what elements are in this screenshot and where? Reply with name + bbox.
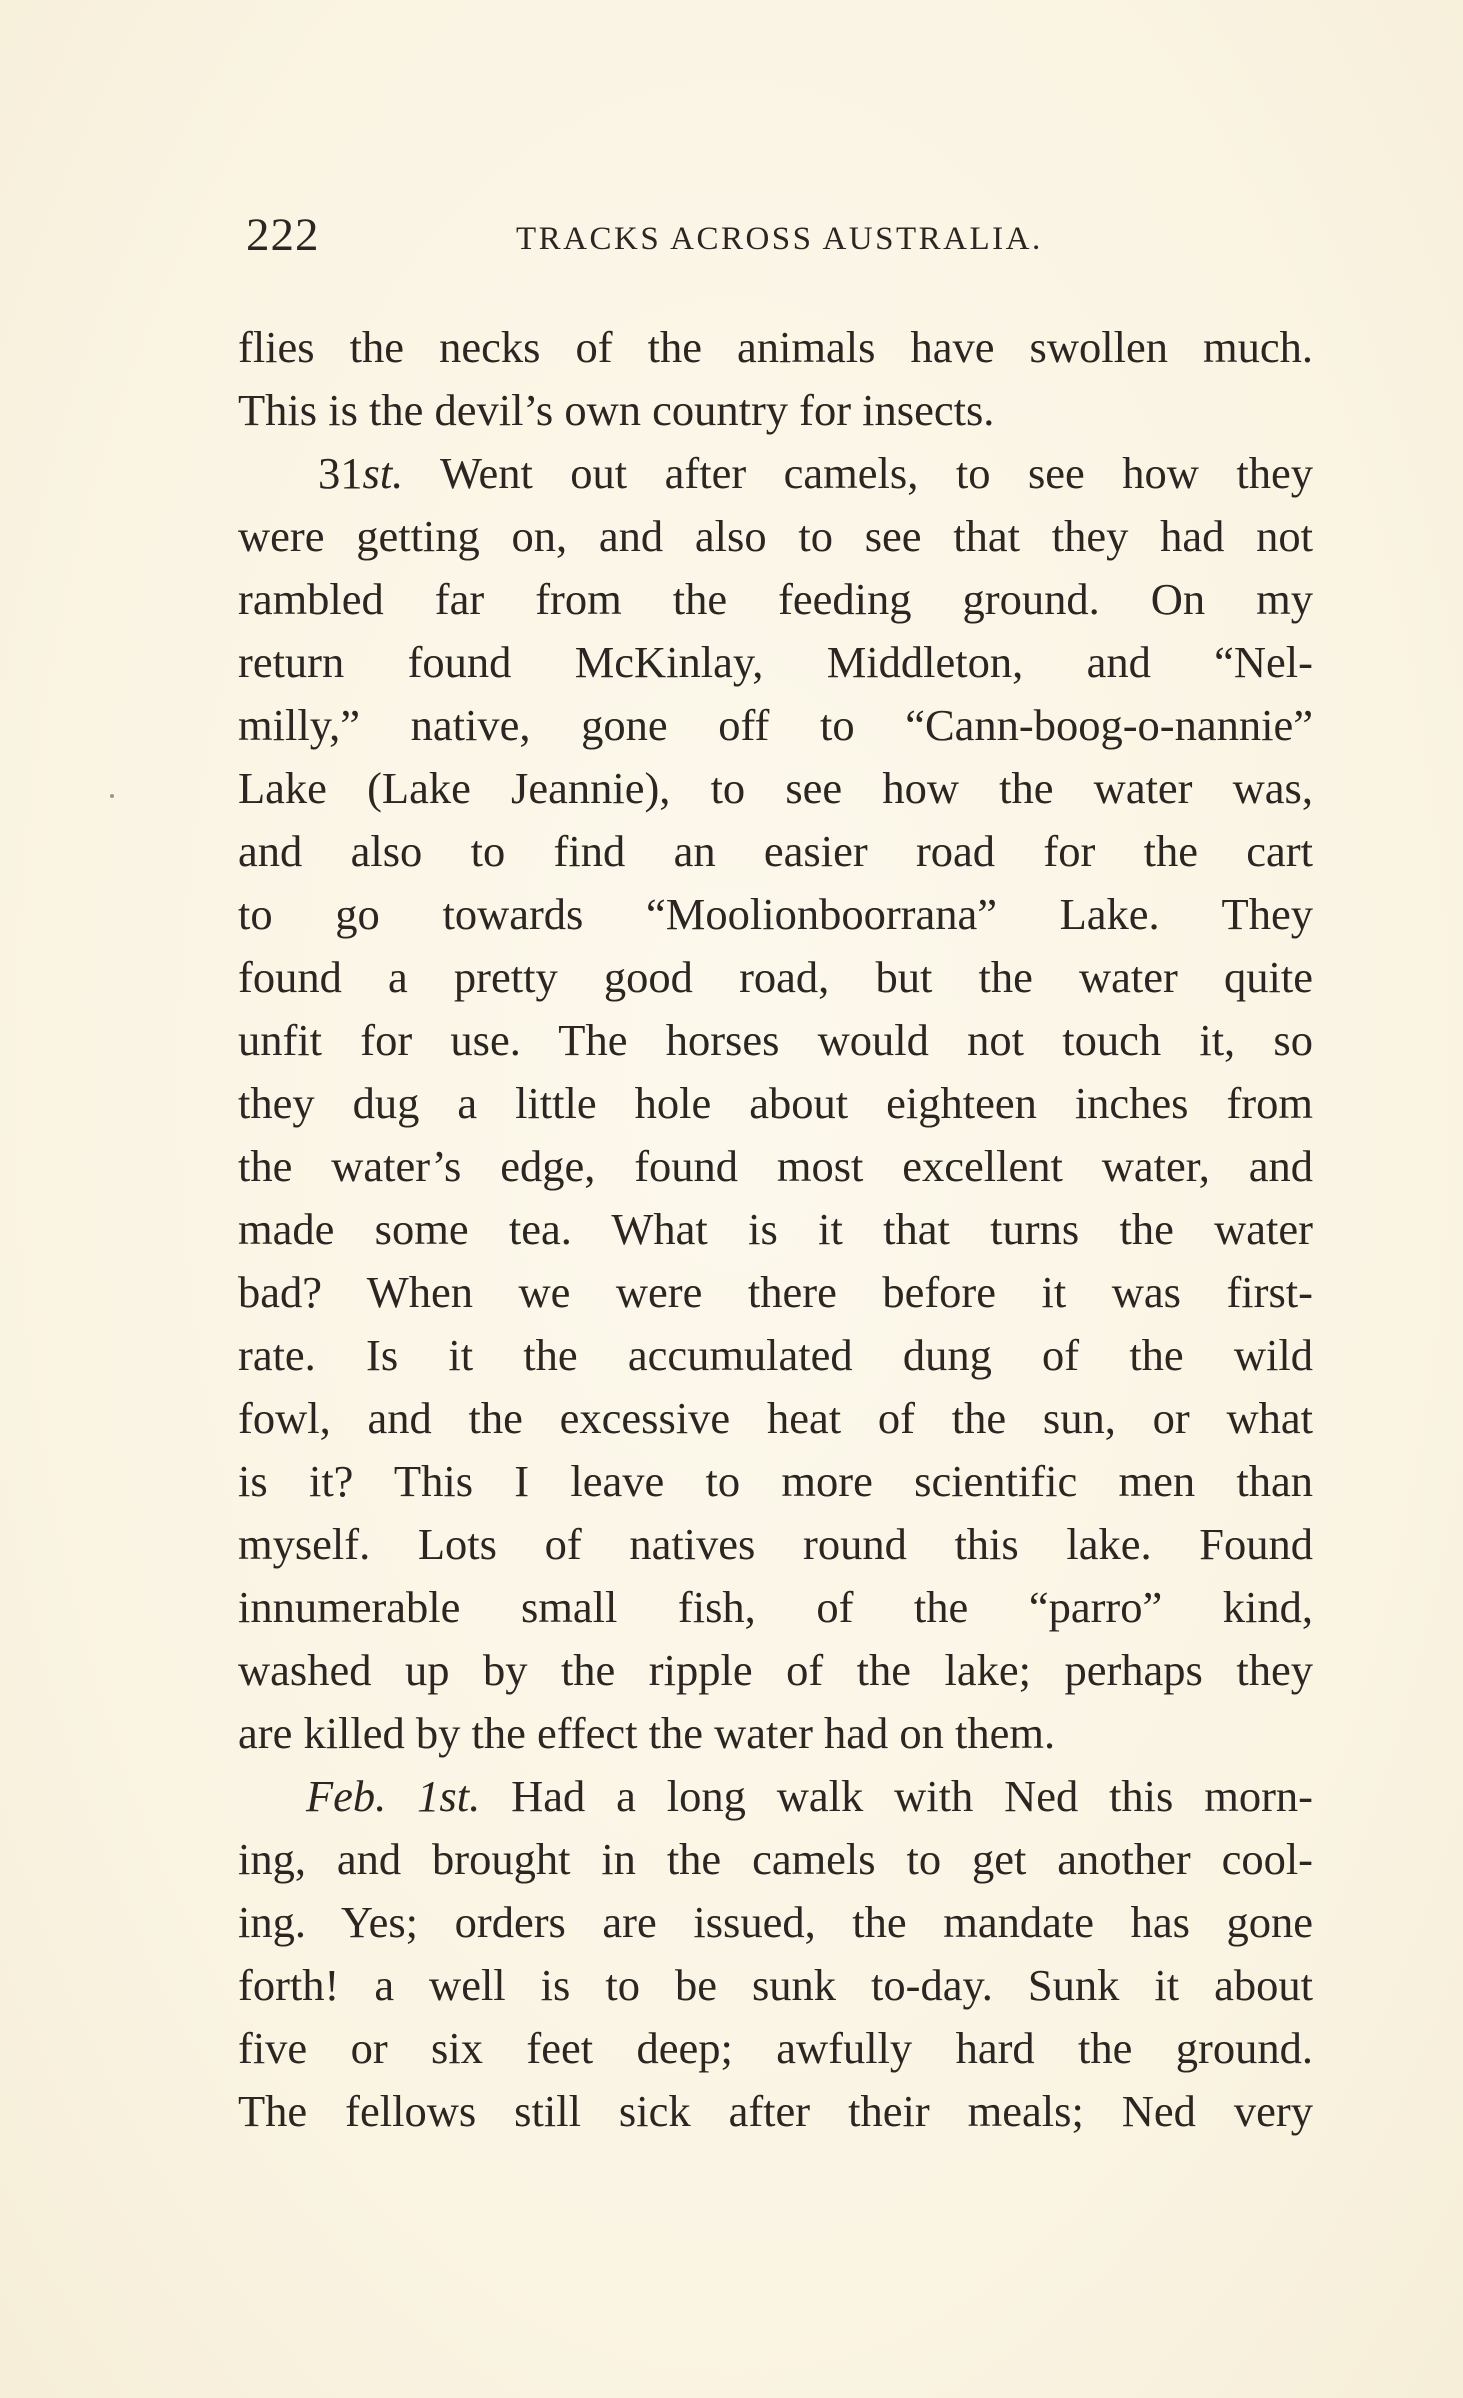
text-line: rate. Is it the accumulated dung of the wild — [238, 1330, 1313, 1380]
text-line: milly,” native, gone off to “Cann-boog-o-nannie” — [238, 700, 1313, 750]
body-text — [238, 316, 1313, 2156]
text-line: are killed by the effect the water had on them. — [238, 1708, 1056, 1758]
margin-speck — [110, 794, 114, 798]
date-feb-1st: Feb. 1st. — [306, 1771, 481, 1821]
text-line: This is the devil’s own country for insects. — [238, 385, 995, 435]
text-line: the water’s edge, found most excellent water, and — [238, 1141, 1313, 1191]
text-line: unfit for use. The horses would not touch it, so — [238, 1015, 1313, 1065]
date-31st-suffix: st. — [362, 448, 404, 498]
text-line: is it? This I leave to more scientific men than — [238, 1456, 1313, 1506]
page-number: 222 — [246, 209, 320, 261]
text-line: were getting on, and also to see that they had not — [238, 511, 1313, 561]
text-line: made some tea. What is it that turns the water — [238, 1204, 1313, 1254]
text-line: ing. Yes; orders are issued, the mandate has gone — [238, 1897, 1313, 1947]
text-line: ing, and brought in the camels to get another cool- — [238, 1834, 1313, 1884]
text-line: Lake (Lake Jeannie), to see how the water was, — [238, 763, 1313, 813]
text-line: forth! a well is to be sunk to-day. Sunk it about — [238, 1960, 1313, 2010]
running-head: TRACKS ACROSS AUSTRALIA. — [516, 221, 1043, 257]
text-line: Went out after camels, to see how they — [440, 448, 1314, 498]
text-line: and also to find an easier road for the cart — [238, 826, 1313, 876]
text-line: innumerable small fish, of the “parro” kind, — [238, 1582, 1313, 1632]
page-header — [246, 205, 1306, 265]
text-line: bad? When we were there before it was first- — [238, 1267, 1313, 1317]
paragraph-31st — [238, 442, 1313, 505]
date-31st-number: 31 — [318, 448, 363, 498]
text-line: they dug a little hole about eighteen inches from — [238, 1078, 1313, 1128]
text-line: rambled far from the feeding ground. On my — [238, 574, 1313, 624]
paragraph-feb-1st — [238, 1765, 1313, 1828]
text-line: found a pretty good road, but the water quite — [238, 952, 1313, 1002]
text-line: return found McKinlay, Middleton, and “Nel- — [238, 637, 1313, 687]
text-line: fowl, and the excessive heat of the sun, or what — [238, 1393, 1313, 1443]
text-line: Had a long walk with Ned this morn- — [511, 1771, 1313, 1821]
text-line: The fellows still sick after their meals; Ned very — [238, 2086, 1313, 2136]
text-line: myself. Lots of natives round this lake. Found — [238, 1519, 1313, 1569]
text-line: flies the necks of the animals have swollen much. — [238, 322, 1313, 372]
text-line: five or six feet deep; awfully hard the ground. — [238, 2023, 1313, 2073]
text-line: to go towards “Moolionboorrana” Lake. They — [238, 889, 1313, 939]
text-line: washed up by the ripple of the lake; perhaps they — [238, 1645, 1313, 1695]
